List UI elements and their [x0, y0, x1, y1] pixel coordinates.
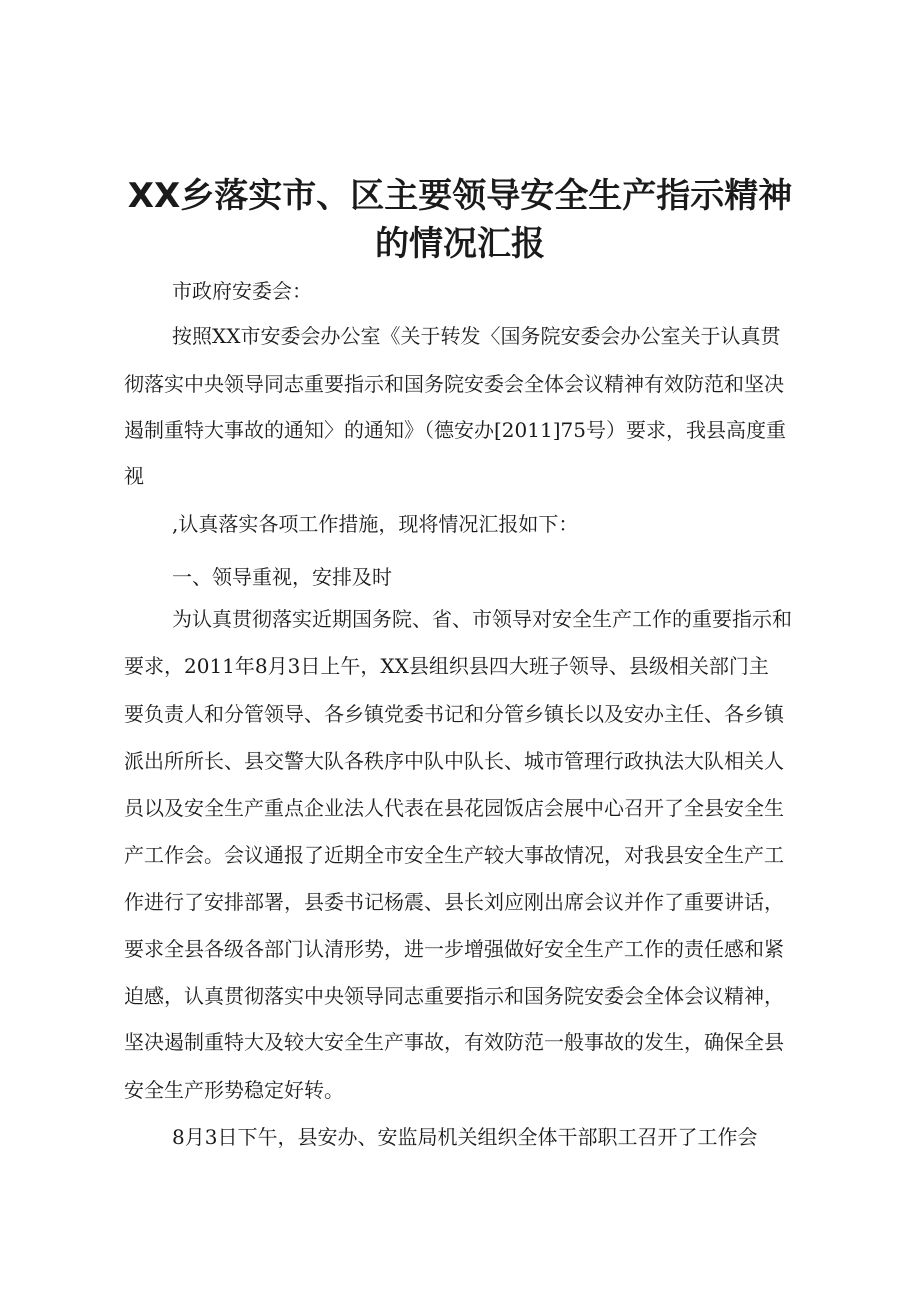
- para3-line-8: 要求全县各级各部门认清形势，进一步增强做好安全生产工作的责任感和紧: [124, 937, 784, 961]
- para1-line-4: 视: [124, 464, 144, 488]
- para3-line-9: 迫感，认真贯彻落实中央领导同志重要指示和国务院安委会全体会议精神，: [124, 984, 784, 1008]
- para3-line-3: 要负责人和分管领导、各乡镇党委书记和分管乡镇长以及安办主任、各乡镇: [124, 702, 784, 726]
- para3-line-10: 坚决遏制重特大及较大安全生产事故，有效防范一般事故的发生，确保全县: [124, 1030, 784, 1054]
- para2: ,认真落实各项工作措施，现将情况汇报如下：: [172, 512, 579, 536]
- para3-line-1: 为认真贯彻落实近期国务院、省、市领导对安全生产工作的重要指示和: [172, 607, 792, 631]
- para4-line-1: 8月3日下午，县安办、安监局机关组织全体干部职工召开了工作会: [172, 1125, 758, 1149]
- para3-line-11: 安全生产形势稳定好转。: [124, 1078, 344, 1102]
- document-title-line-2: 的情况汇报: [375, 224, 545, 264]
- section-1-heading: 一、领导重视，安排及时: [172, 565, 392, 589]
- para1-line-2: 彻落实中央领导同志重要指示和国务院安委会全体会议精神有效防范和坚决: [124, 372, 784, 396]
- document-title-line-1: XX乡落实市、区主要领导安全生产指示精神: [127, 176, 793, 216]
- para3-line-7: 作进行了安排部署，县委书记杨震、县长刘应刚出席会议并作了重要讲话，: [124, 890, 784, 914]
- salutation: 市政府安委会：: [172, 279, 312, 303]
- para3-line-6: 产工作会。会议通报了近期全市安全生产较大事故情况，对我县安全生产工: [124, 843, 784, 867]
- para3-line-4: 派出所所长、县交警大队各秩序中队中队长、城市管理行政执法大队相关人: [124, 749, 784, 773]
- para3-line-5: 员以及安全生产重点企业法人代表在县花园饭店会展中心召开了全县安全生: [124, 796, 784, 820]
- para1-line-1: 按照XX市安委会办公室《关于转发〈国务院安委会办公室关于认真贯: [172, 324, 781, 348]
- para3-line-2: 要求，2011年8月3日上午，XX县组织县四大班子领导、县级相关部门主: [124, 654, 769, 678]
- para1-line-3: 遏制重特大事故的通知〉的通知》（德安办[2011]75号）要求，我县高度重: [124, 418, 786, 442]
